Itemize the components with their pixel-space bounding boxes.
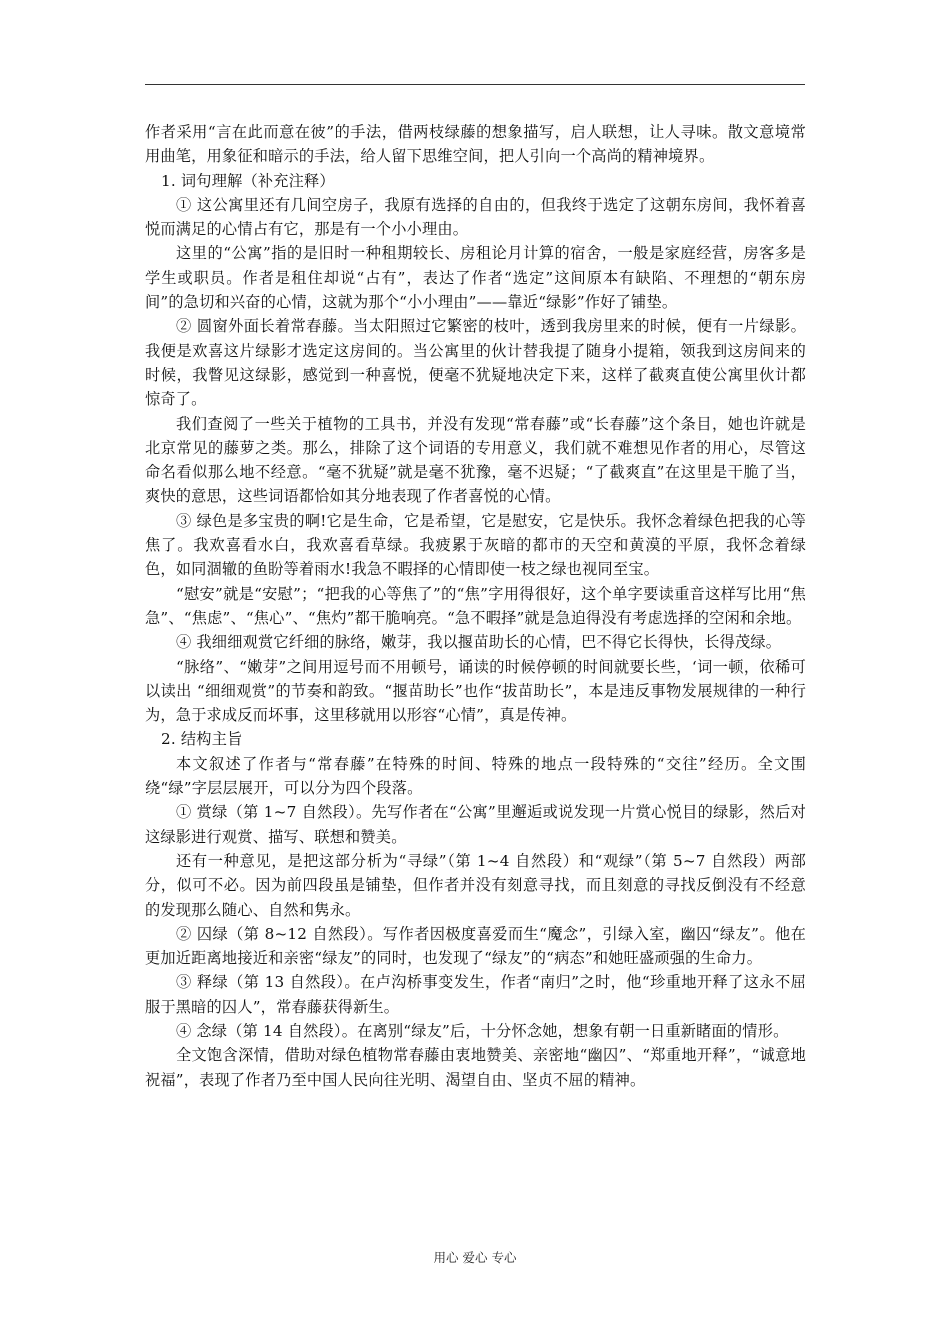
paragraph: ③ 释绿（第 13 自然段）。在卢沟桥事变发生，作者“南归”之时，他“珍重地开释了这永不屈服于黑暗的囚人”，常春藤获得新生。 <box>145 973 806 1016</box>
paragraph: ② 圆窗外面长着常春藤。当太阳照过它繁密的枝叶，透到我房里来的时候，便有一片绿影。我便是欢喜这片绿影才选定这房间的。当公寓里的伙计替我提了随身小提箱，领我到这房间来的时候，我瞥见这绿影，感觉到一种喜悦，便毫不犹疑地决定下来，这样了截爽直使公寓里伙计都惊奇了。 <box>145 317 806 409</box>
paragraph: 本文叙述了作者与“常春藤”在特殊的时间、特殊的地点一段特殊的“交往”经历。全文围绕“绿”字层层展开，可以分为四个段落。 <box>145 754 806 798</box>
paragraph: 全文饱含深情，借助对绿色植物常春藤由衷地赞美、亲密地“幽囚”、“郑重地开释”，“诚意地祝福”，表现了作者乃至中国人民向往光明、渴望自由、坚贞不屈的精神。 <box>145 1046 806 1089</box>
paragraph: ① 这公寓里还有几间空房子，我原有选择的自由的，但我终于选定了这朝东房间，我怀着喜悦而满足的心情占有它，那是有一个小小理由。 <box>145 195 806 239</box>
paragraph: 我们查阅了一些关于植物的工具书，并没有发现“常春藤”或“长春藤”这个条目，她也许就是北京常见的藤萝之类。那么，排除了这个词语的专用意义，我们就不难想见作者的用心，尽管这命名看似那么地不经意。“毫不犹疑”就是毫不犹豫，毫不迟疑；“了截爽直”在这里是干脆了当，爽快的意思，这些词语都恰如其分地表现了作者喜悦的心情。 <box>145 414 806 506</box>
paragraph: 还有一种意见，是把这部分析为“寻绿”（第 1~4 自然段）和“观绿”（第 5~7 自然段）两部分，似可不必。因为前四段虽是铺垫，但作者并没有刻意寻找，而且刻意的寻找反倒没有不经意的发现那么随心、自然和隽永。 <box>145 851 806 919</box>
section-heading: 1. 词句理解（补充注释） <box>161 171 335 190</box>
paragraph: “脉络”、“嫩芽”之间用逗号而不用顿号，诵读的时候停顿的时间就要长些，‘词一顿，依稀可以读出 “细细观赏”的节奏和韵致。“揠苗助长”也作“拔苗助长”，本是违反事物发展规律的一种行为，急于求成反而坏事，这里移就用以形容“心情”，真是传神。 <box>145 657 806 725</box>
paragraph: ④ 我细细观赏它纤细的脉络，嫩芽，我以揠苗助长的心情，巴不得它长得快，长得茂绿。 <box>176 633 782 652</box>
paragraph: ④ 念绿（第 14 自然段）。在离别“绿友”后，十分怀念她，想象有朝一日重新睹面的情形。 <box>176 1021 789 1040</box>
paragraph: 作者采用“言在此而意在彼”的手法，借两枝绿藤的想象描写，启人联想，让人寻味。散文意境常用曲笔，用象征和暗示的手法，给人留下思维空间，把人引向一个高尚的精神境界。 <box>145 123 806 166</box>
paragraph: 这里的“公寓”指的是旧时一种租期较长、房租论月计算的宿舍，一般是家庭经营，房客多是学生或职员。作者是租住却说“占有”，表达了作者“选定”这间原本有缺陷、不理想的“朝东房间”的急切和兴奋的心情，这就为那个“小小理由”——靠近“绿影”作好了铺垫。 <box>145 244 806 312</box>
paragraph: ② 囚绿（第 8~12 自然段）。写作者因极度喜爱而生“魔念”，引绿入室，幽囚“绿友”。他在更加近距离地接近和亲密“绿友”的同时，也发现了“绿友”的“病态”和她旺盛顽强的生命力。 <box>145 924 806 968</box>
document-body <box>145 120 806 1092</box>
section-heading: 2. 结构主旨 <box>161 730 243 749</box>
page-footer: 用心 爱心 专心 <box>433 1250 517 1265</box>
paragraph: “慰安”就是“安慰”；“把我的心等焦了”的“焦”字用得很好，这个单字要读重音这样写比用“焦急”、“焦虑”、“焦心”、“焦灼”都干脆响亮。“急不暇择”就是急迫得没有考虑选择的空闲和余地。 <box>145 584 806 627</box>
paragraph: ③ 绿色是多宝贵的啊!它是生命，它是希望，它是慰安，它是快乐。我怀念着绿色把我的心等焦了。我欢喜看水白，我欢喜看草绿。我疲累于灰暗的都市的天空和黄漠的平原，我怀念着绿色，如同涸辙的鱼盼等着雨水!我急不暇择的心情即使一枝之绿也视同至宝。 <box>145 511 806 579</box>
header-rule <box>145 84 805 85</box>
paragraph: ① 赏绿（第 1~7 自然段）。先写作者在“公寓”里邂逅或说发现一片赏心悦目的绿影，然后对这绿影进行观赏、描写、联想和赞美。 <box>145 803 806 846</box>
